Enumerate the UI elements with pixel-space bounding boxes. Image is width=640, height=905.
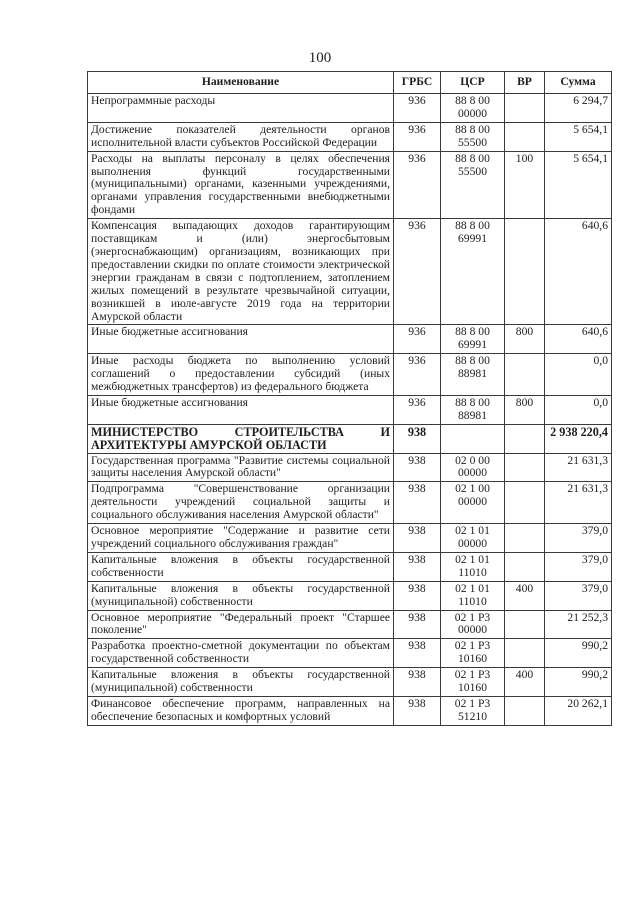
cell-name: Капитальные вложения в объекты государственной (муниципальной) собственности (88, 581, 394, 610)
cell-sum: 0,0 (545, 354, 612, 396)
cell-grbs: 936 (394, 354, 441, 396)
cell-sum: 2 938 220,4 (545, 424, 612, 453)
cell-vr (505, 610, 545, 639)
cell-grbs: 938 (394, 581, 441, 610)
table-row (88, 453, 612, 482)
budget-table (87, 71, 612, 726)
cell-name: Подпрограмма "Совершенствование организации деятельности учреждений социальной защиты и социального обслуживания населения Амурской области" (88, 482, 394, 524)
cell-sum: 5 654,1 (545, 151, 612, 219)
cell-grbs: 938 (394, 610, 441, 639)
cell-vr: 400 (505, 581, 545, 610)
cell-vr: 400 (505, 668, 545, 697)
cell-csr: 02 1 P3 10160 (441, 639, 505, 668)
cell-csr: 88 8 00 55500 (441, 151, 505, 219)
cell-sum: 640,6 (545, 325, 612, 354)
cell-csr: 02 1 P3 51210 (441, 696, 505, 725)
cell-grbs: 936 (394, 94, 441, 123)
table-row (88, 696, 612, 725)
cell-name: Расходы на выплаты персоналу в целях обеспечения выполнения функций государственными (муниципальными) органами, казенными учреждениями, органами управления государственными внебюджетными фондами (88, 151, 394, 219)
cell-sum: 21 631,3 (545, 453, 612, 482)
cell-csr: 02 1 01 11010 (441, 552, 505, 581)
header-sum: Сумма (545, 72, 612, 94)
header-grbs: ГРБС (394, 72, 441, 94)
cell-csr: 88 8 00 69991 (441, 325, 505, 354)
cell-sum: 20 262,1 (545, 696, 612, 725)
cell-grbs: 938 (394, 424, 441, 453)
cell-vr (505, 354, 545, 396)
cell-name: Иные расходы бюджета по выполнению условий соглашений о предоставлении субсидий (иных межбюджетных трансфертов) из федерального бюджета (88, 354, 394, 396)
cell-grbs: 938 (394, 552, 441, 581)
cell-name: Разработка проектно-сметной документации по объектам государственной собственности (88, 639, 394, 668)
cell-vr (505, 424, 545, 453)
cell-vr (505, 524, 545, 553)
cell-vr: 800 (505, 325, 545, 354)
header-csr: ЦСР (441, 72, 505, 94)
table-row (88, 219, 612, 325)
cell-grbs: 938 (394, 482, 441, 524)
cell-csr (441, 424, 505, 453)
cell-grbs: 936 (394, 122, 441, 151)
table-row (88, 610, 612, 639)
cell-sum: 21 252,3 (545, 610, 612, 639)
cell-sum: 0,0 (545, 395, 612, 424)
cell-grbs: 938 (394, 696, 441, 725)
cell-vr (505, 639, 545, 668)
cell-csr: 88 8 00 55500 (441, 122, 505, 151)
cell-csr: 88 8 00 00000 (441, 94, 505, 123)
cell-vr (505, 94, 545, 123)
table-row (88, 354, 612, 396)
cell-csr: 88 8 00 88981 (441, 354, 505, 396)
cell-vr (505, 122, 545, 151)
cell-name: МИНИСТЕРСТВО СТРОИТЕЛЬСТВА И АРХИТЕКТУРЫ АМУРСКОЙ ОБЛАСТИ (88, 424, 394, 453)
cell-vr (505, 219, 545, 325)
table-row (88, 325, 612, 354)
cell-name: Финансовое обеспечение программ, направленных на обеспечение безопасных и комфортных условий (88, 696, 394, 725)
table-row (88, 424, 612, 453)
cell-grbs: 936 (394, 395, 441, 424)
table-row (88, 395, 612, 424)
table-row (88, 524, 612, 553)
table-row (88, 668, 612, 697)
cell-sum: 379,0 (545, 552, 612, 581)
cell-name: Государственная программа "Развитие системы социальной защиты населения Амурской области" (88, 453, 394, 482)
cell-name: Иные бюджетные ассигнования (88, 325, 394, 354)
cell-csr: 02 1 00 00000 (441, 482, 505, 524)
cell-sum: 990,2 (545, 639, 612, 668)
cell-sum: 6 294,7 (545, 94, 612, 123)
cell-grbs: 936 (394, 151, 441, 219)
cell-grbs: 938 (394, 453, 441, 482)
cell-name: Основное мероприятие "Содержание и развитие сети учреждений социального обслуживания граждан" (88, 524, 394, 553)
table-row (88, 639, 612, 668)
cell-vr (505, 696, 545, 725)
page-number: 100 (308, 50, 332, 66)
table-header-row (88, 72, 612, 94)
cell-vr: 100 (505, 151, 545, 219)
table-row (88, 151, 612, 219)
cell-name: Достижение показателей деятельности органов исполнительной власти субъектов Российской Федерации (88, 122, 394, 151)
cell-csr: 88 8 00 69991 (441, 219, 505, 325)
cell-csr: 02 1 01 11010 (441, 581, 505, 610)
cell-csr: 02 1 P3 10160 (441, 668, 505, 697)
header-vr: ВР (505, 72, 545, 94)
cell-name: Капитальные вложения в объекты государственной собственности (88, 552, 394, 581)
cell-sum: 990,2 (545, 668, 612, 697)
table-row (88, 482, 612, 524)
cell-csr: 02 1 01 00000 (441, 524, 505, 553)
cell-vr (505, 453, 545, 482)
cell-grbs: 938 (394, 668, 441, 697)
cell-grbs: 938 (394, 639, 441, 668)
cell-sum: 379,0 (545, 524, 612, 553)
cell-vr (505, 482, 545, 524)
header-name: Наименование (88, 72, 394, 94)
cell-csr: 02 0 00 00000 (441, 453, 505, 482)
cell-vr (505, 552, 545, 581)
cell-name: Капитальные вложения в объекты государственной (муниципальной) собственности (88, 668, 394, 697)
cell-grbs: 936 (394, 219, 441, 325)
cell-name: Непрограммные расходы (88, 94, 394, 123)
cell-name: Компенсация выпадающих доходов гарантирующим поставщикам и (или) энергосбытовым (энергоснабжающим) организациям, возникающих при предоставлении скидки по оплате стоимости электрической энергии гражданам в связи с подтоплением, затоплением жилых помещений в результате чрезвычайной ситуации, возникшей в июле-августе 2019 года на территории Амурской области (88, 219, 394, 325)
table-row (88, 94, 612, 123)
cell-sum: 5 654,1 (545, 122, 612, 151)
table-row (88, 122, 612, 151)
cell-csr: 88 8 00 88981 (441, 395, 505, 424)
cell-sum: 21 631,3 (545, 482, 612, 524)
cell-grbs: 936 (394, 325, 441, 354)
cell-csr: 02 1 P3 00000 (441, 610, 505, 639)
cell-vr: 800 (505, 395, 545, 424)
cell-name: Основное мероприятие "Федеральный проект "Старшее поколение" (88, 610, 394, 639)
table-row (88, 581, 612, 610)
cell-name: Иные бюджетные ассигнования (88, 395, 394, 424)
cell-sum: 379,0 (545, 581, 612, 610)
cell-grbs: 938 (394, 524, 441, 553)
cell-sum: 640,6 (545, 219, 612, 325)
table-row (88, 552, 612, 581)
